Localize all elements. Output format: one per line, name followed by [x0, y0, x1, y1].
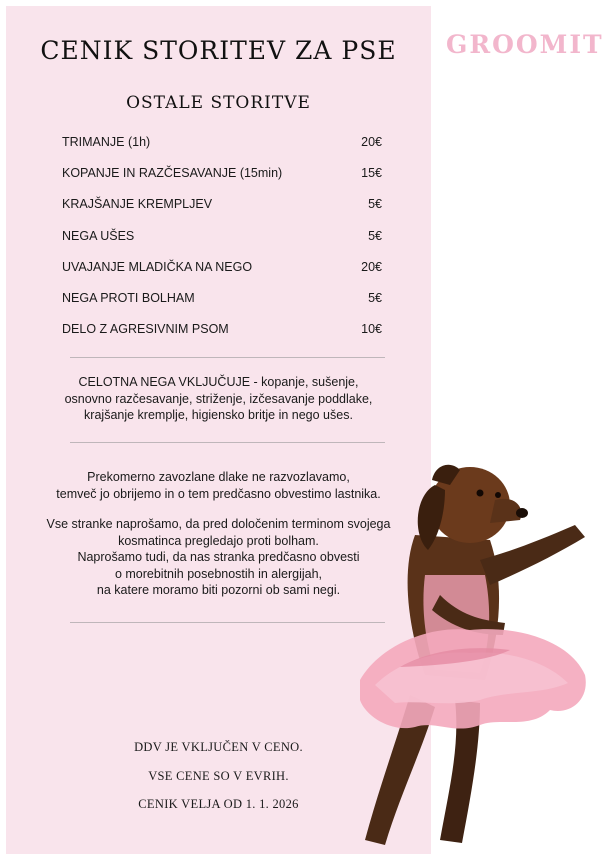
service-price: 20€ [361, 259, 382, 274]
section-title: OSTALE STORITVE [126, 93, 311, 113]
service-price: 5€ [368, 228, 382, 243]
service-name: NEGA PROTI BOLHAM [62, 291, 195, 306]
price-row [62, 157, 382, 188]
dog-in-tutu-illustration [340, 445, 600, 850]
validity-note: CENIK VELJA OD 1. 1. 2026 [138, 797, 299, 811]
service-price: 5€ [368, 197, 382, 212]
service-price: 15€ [361, 165, 382, 180]
note-line: temveč jo obrijemo in o tem predčasno obvestimo lastnika. [56, 486, 381, 501]
service-price-list [62, 126, 382, 345]
service-price: 5€ [368, 291, 382, 306]
vat-note: DDV JE VKLJUČEN V CENO. [134, 740, 303, 754]
note-line: Vse stranke naprošamo, da pred določenim terminom svojega [46, 517, 391, 531]
full-care-line: CELOTNA NEGA VKLJUČUJE - kopanje, sušenje, [78, 375, 359, 389]
service-name: NEGA UŠES [62, 228, 135, 243]
service-name: KRAJŠANJE KREMPLJEV [62, 197, 213, 212]
note-line: kosmatinca pregledajo proti bolham. [118, 533, 319, 548]
price-row [62, 282, 382, 313]
service-name: UVAJANJE MLADIČKA NA NEGO [62, 259, 253, 274]
brand-logo: GROOMIT [446, 30, 604, 59]
divider [70, 442, 385, 443]
note-line: o morebitnih posebnostih in alergijah, [114, 566, 323, 581]
service-price: 10€ [361, 322, 382, 337]
full-care-line: osnovno razčesavanje, striženje, izčesavanje poddlake, [64, 391, 373, 406]
full-care-line: krajšanje kremplje, higiensko britje in nego ušes. [84, 408, 353, 422]
note-line: na katere moramo biti pozorni ob sami negi. [96, 583, 341, 597]
note-line: Naprošamo tudi, da nas stranka predčasno obvesti [77, 550, 360, 564]
full-care-description [6, 374, 431, 424]
service-price: 20€ [361, 134, 382, 149]
price-row [62, 251, 382, 282]
price-row [62, 189, 382, 220]
divider [70, 357, 385, 358]
page-title: CENIK STORITEV ZA PSE [40, 36, 397, 65]
currency-note: VSE CENE SO V EVRIH. [148, 769, 289, 783]
divider [70, 622, 385, 623]
price-row [62, 126, 382, 157]
service-name: DELO Z AGRESIVNIM PSOM [62, 322, 229, 337]
service-name: KOPANJE IN RAZČESAVANJE (15min) [62, 165, 283, 180]
service-name: TRIMANJE (1h) [62, 134, 151, 149]
price-row [62, 220, 382, 251]
note-line: Prekomerno zavozlane dlake ne razvozlavamo, [87, 470, 350, 484]
price-row [62, 314, 382, 345]
